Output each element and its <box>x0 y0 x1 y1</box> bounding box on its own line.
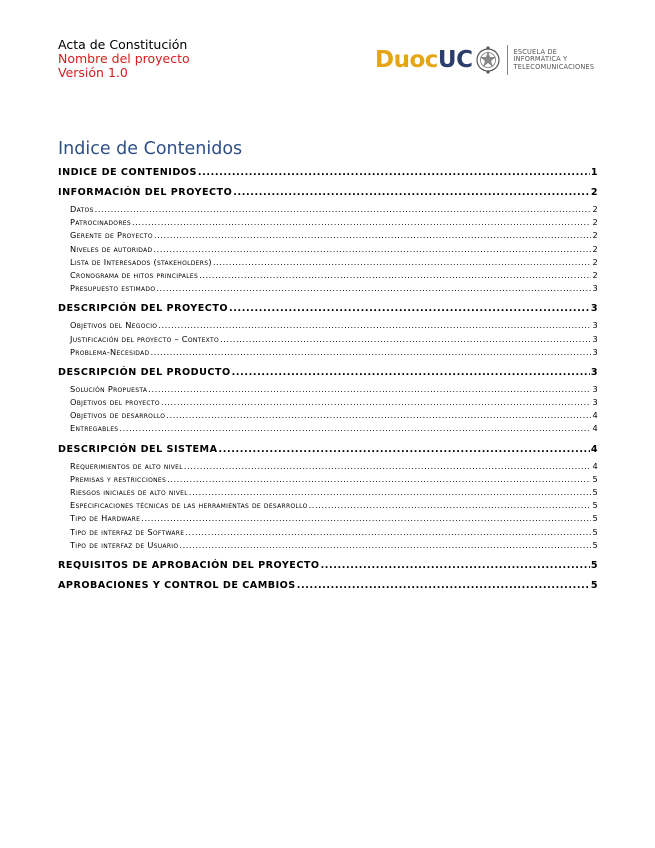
toc-entry-label: Niveles de autoridad <box>70 243 153 254</box>
toc-subsection-entry[interactable] <box>58 539 598 552</box>
toc-page-number: 3 <box>592 383 598 394</box>
toc-page-number: 4 <box>592 460 598 471</box>
toc-section-entry[interactable] <box>58 443 598 456</box>
toc-page-number: 5 <box>590 579 598 591</box>
toc-entry-label: Justificación del proyecto – Contexto <box>70 333 219 344</box>
toc-subsection-entry[interactable] <box>58 512 598 525</box>
toc-subsection-entry[interactable] <box>58 346 598 359</box>
toc-entry-label: DESCRIPCIÓN DEL PROYECTO <box>58 303 229 315</box>
toc-dot-leader <box>150 346 591 359</box>
toc-dot-leader <box>233 186 590 199</box>
toc-entry-label: Patrocinadores <box>70 217 131 228</box>
toc-entry-label: Solución Propuesta <box>70 383 148 394</box>
toc-subsection-entry[interactable] <box>58 486 598 499</box>
toc-page-number: 4 <box>590 443 598 455</box>
toc-dot-leader <box>309 499 592 512</box>
toc-dot-leader <box>198 166 590 179</box>
toc-page-number: 3 <box>590 303 598 315</box>
toc-subsection-entry[interactable] <box>58 203 598 216</box>
toc-dot-leader <box>184 460 592 473</box>
toc-section-entry[interactable] <box>58 579 598 592</box>
toc-entry-label: Tipo de Hardware <box>70 513 141 524</box>
toc-subsection-entry[interactable] <box>58 282 598 295</box>
toc-entry-label: Objetivos del proyecto <box>70 397 160 408</box>
toc-page-number: 3 <box>592 397 598 408</box>
toc-subsection-entry[interactable] <box>58 216 598 229</box>
toc-page-number: 4 <box>592 423 598 434</box>
toc-entry-label: Requerimientos de alto nivel <box>70 460 183 471</box>
toc-subsection-entry[interactable] <box>58 499 598 512</box>
toc-entry-label: DESCRIPCIÓN DEL SISTEMA <box>58 443 218 455</box>
toc-dot-leader <box>189 486 592 499</box>
toc-page-number: 5 <box>592 473 598 484</box>
toc-page-number: 5 <box>592 513 598 524</box>
toc-page-number: 2 <box>592 230 598 241</box>
toc-subsection-entry[interactable] <box>58 473 598 486</box>
toc-entry-label: Tipo de interfaz de Software <box>70 526 185 537</box>
toc-page-number: 5 <box>590 559 598 571</box>
toc-subsection-entry[interactable] <box>58 229 598 242</box>
toc-page-number: 4 <box>592 410 598 421</box>
logo-school-name: ESCUELA DE INFORMÁTICA Y TELECOMUNICACIONES <box>513 47 595 71</box>
toc-dot-leader <box>232 366 590 379</box>
toc-page-number: 5 <box>592 526 598 537</box>
toc-subsection-entry[interactable] <box>58 269 598 282</box>
toc-page-number: 2 <box>592 204 598 214</box>
toc-dot-leader <box>161 396 592 409</box>
toc-section-entry[interactable] <box>58 166 598 179</box>
toc-entry-label: REQUISITOS DE APROBACIÓN DEL PROYECTO <box>58 559 320 571</box>
toc-dot-leader <box>297 579 590 592</box>
toc-entry-label: APROBACIONES Y CONTROL DE CAMBIOS <box>58 579 296 591</box>
toc-page-number: 2 <box>592 256 598 267</box>
toc-subsection-entry[interactable] <box>58 383 598 396</box>
toc-section-entry[interactable] <box>58 302 598 315</box>
toc-subsection-entry[interactable] <box>58 256 598 269</box>
project-name: Nombre del proyecto <box>58 51 190 66</box>
logo-word-duoc: Duoc <box>375 47 438 73</box>
toc-dot-leader <box>213 256 592 269</box>
document-version: Versión 1.0 <box>58 65 128 80</box>
toc-dot-leader <box>219 443 590 456</box>
toc-dot-leader <box>141 512 591 525</box>
toc-dot-leader <box>199 269 591 282</box>
toc-page-number: 2 <box>592 243 598 254</box>
toc-dot-leader <box>166 409 591 422</box>
toc-page-number: 2 <box>592 269 598 280</box>
toc-page-number: 3 <box>592 320 598 331</box>
toc-dot-leader <box>95 203 592 216</box>
toc-dot-leader <box>154 229 592 242</box>
toc-subsection-entry[interactable] <box>58 243 598 256</box>
toc-entry-label: Gerente de Proyecto <box>70 230 153 241</box>
toc-dot-leader <box>156 282 591 295</box>
toc-entry-label: Entregables <box>70 423 119 434</box>
logo-word-uc: UC <box>437 47 473 73</box>
toc-page-number: 5 <box>592 487 598 497</box>
toc-entry-label: DESCRIPCIÓN DEL PRODUCTO <box>58 366 231 378</box>
toc-entry-label: Tipo de interfaz de Usuario <box>70 539 179 550</box>
toc-section-entry[interactable] <box>58 559 598 572</box>
toc-dot-leader <box>119 422 591 435</box>
toc-entry-label: INFORMACIÓN DEL PROYECTO <box>58 187 233 198</box>
toc-section-entry[interactable] <box>58 186 598 199</box>
document-type: Acta de Constitución <box>58 37 188 52</box>
toc-dot-leader <box>185 526 591 539</box>
toc-entry-label: Cronograma de hitos principales <box>70 269 199 280</box>
toc-entry-label: INDICE DE CONTENIDOS <box>58 167 197 178</box>
toc-page-number: 3 <box>592 346 598 357</box>
toc-page-number: 3 <box>590 366 598 378</box>
toc-dot-leader <box>148 383 591 396</box>
toc-subsection-entry[interactable] <box>58 333 598 346</box>
toc-dot-leader <box>132 216 591 229</box>
toc-entry-label: Presupuesto estimado <box>70 283 156 294</box>
toc-subsection-entry[interactable] <box>58 422 598 435</box>
toc-dot-leader <box>158 319 591 332</box>
toc-entry-label: Riesgos iniciales de alto nivel <box>70 487 188 497</box>
toc-dot-leader <box>167 473 591 486</box>
document-header <box>58 38 190 80</box>
toc-section-entry[interactable] <box>58 366 598 379</box>
toc-page-number: 1 <box>590 167 598 178</box>
toc-page-number: 5 <box>592 500 598 511</box>
toc-title: Indice de Contenidos <box>58 139 243 159</box>
toc-entry-label: Premisas y restricciones <box>70 473 167 484</box>
toc-page-number: 2 <box>590 187 598 198</box>
toc-entry-label: Problema-Necesidad <box>70 346 150 357</box>
toc-entry-label: Datos <box>70 204 94 214</box>
table-of-contents <box>58 166 598 592</box>
toc-page-number: 2 <box>592 217 598 228</box>
logo-divider <box>507 45 508 75</box>
toc-entry-label: Objetivos de desarrollo <box>70 410 166 421</box>
toc-dot-leader <box>321 559 590 572</box>
toc-subsection-entry[interactable] <box>58 526 598 539</box>
toc-subsection-entry[interactable] <box>58 460 598 473</box>
toc-page-number: 3 <box>592 333 598 344</box>
crest-icon <box>475 45 501 75</box>
toc-dot-leader <box>179 539 591 552</box>
toc-page-number: 5 <box>592 539 598 550</box>
toc-entry-label: Especificaciones técnicas de las herramientas de desarrollo <box>70 500 308 511</box>
toc-subsection-entry[interactable] <box>58 409 598 422</box>
toc-subsection-entry[interactable] <box>58 396 598 409</box>
toc-dot-leader <box>220 333 592 346</box>
toc-subsection-entry[interactable] <box>58 319 598 332</box>
toc-dot-leader <box>153 243 591 256</box>
toc-entry-label: Lista de Interesados (stakeholders) <box>70 256 212 267</box>
toc-entry-label: Objetivos del Negocio <box>70 320 158 331</box>
toc-dot-leader <box>229 302 590 315</box>
toc-page-number: 3 <box>592 283 598 294</box>
duocuc-logo <box>375 40 594 80</box>
